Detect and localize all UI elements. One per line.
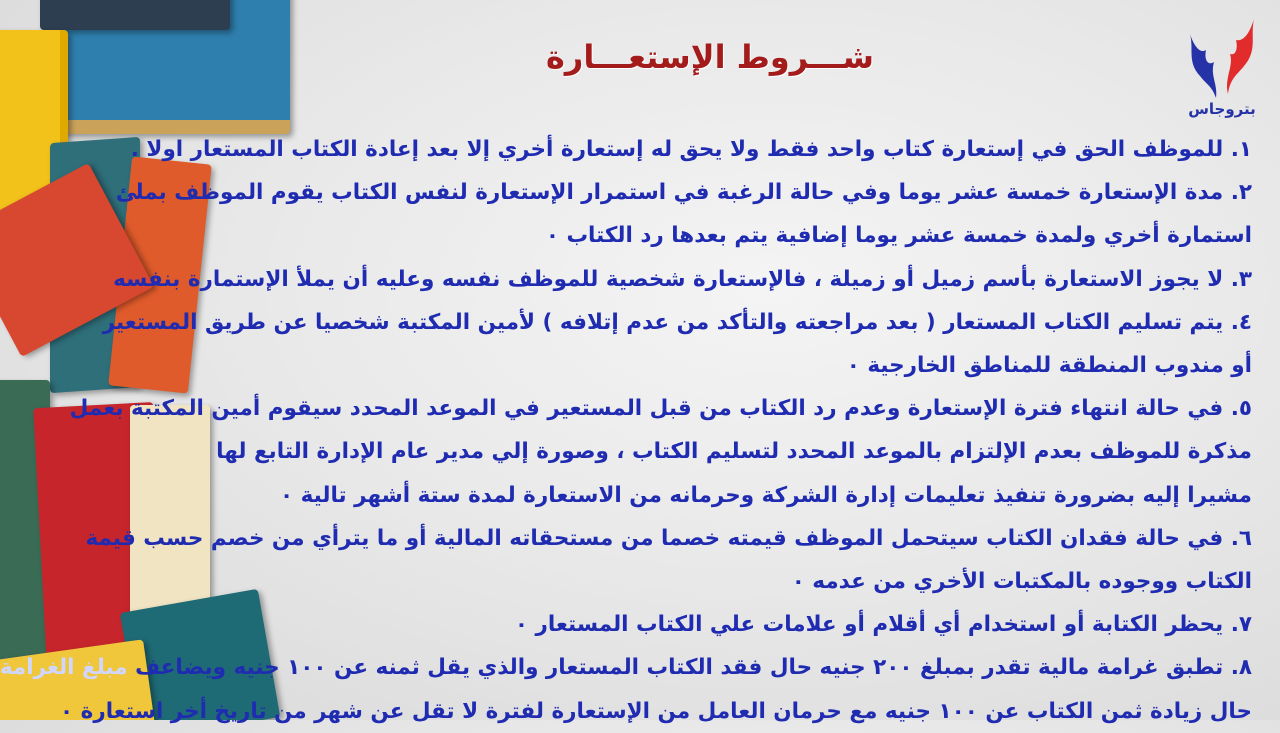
book-dark-top — [40, 0, 230, 30]
rule-line-8-text: ٨. تطبق غرامة مالية تقدر بمبلغ ٢٠٠ جنيه حال فقد الكتاب المستعار والذي يقل ثمنه عن ١٠٠ جنيه ويضاعف — [135, 655, 1252, 681]
rule-line-2: ٢. مدة الإستعارة خمسة عشر يوما وفي حالة الرغبة في استمرار الإستعارة لنفس الكتاب يقوم الموظف بملئ — [115, 180, 1252, 206]
rule-line-7: ٧. يحظر الكتابة أو استخدام أي أقلام أو علامات علي الكتاب المستعار ٠ — [514, 612, 1252, 638]
rule-line-2-cont: استمارة أخري ولمدة خمسة عشر يوما إضافية يتم بعدها رد الكتاب ٠ — [545, 223, 1252, 249]
rule-line-5-cont-a: مذكرة للموظف بعدم الإلتزام بالموعد المحدد لتسليم الكتاب ، وصورة إلي مدير عام الإدارة التابع لها — [216, 439, 1252, 465]
rule-line-3: ٣. لا يجوز الاستعارة بأسم زميل أو زميلة ، فالإستعارة شخصية للموظف نفسه وعليه أن يملأ الإستمارة بنفسه — [113, 266, 1252, 292]
rules-list — [0, 128, 1252, 733]
rule-line-8-cont: حال زيادة ثمن الكتاب عن ١٠٠ جنيه مع حرمان العامل من الإستعارة لفترة لا تقل عن شهر من تاريخ أخر استعارة ٠ — [60, 698, 1252, 724]
rule-line-5: ٥. في حالة انتهاء فترة الإستعارة وعدم رد الكتاب من قبل المستعير في الموعد المحدد سيقوم أمين المكتبة بعمل — [69, 396, 1252, 422]
company-logo — [1182, 14, 1262, 124]
rule-line-6-cont: الكتاب ووجوده بالمكتبات الأخري من عدمه ٠ — [791, 569, 1252, 595]
page-title: شـــروط الإستعـــارة — [546, 38, 874, 76]
flame-logo-icon — [1182, 14, 1262, 99]
logo-text: بتروجاس — [1188, 100, 1256, 118]
rule-line-1: ١. للموظف الحق في إستعارة كتاب واحد فقط ولا يحق له إستعارة أخري إلا بعد إعادة الكتاب المستعار اولا . — [130, 137, 1252, 162]
rule-line-4: ٤. يتم تسليم الكتاب المستعار ( بعد مراجعته والتأكد من عدم إتلافه ) لأمين المكتبة شخصيا عن طريق المستعير — [102, 309, 1252, 335]
rule-line-5-cont-b: مشيرا إليه بضرورة تنفيذ تعليمات إدارة الشركة وحرمانه من الاستعارة لمدة ستة أشهر تالية ٠ — [279, 482, 1252, 508]
rule-line-8-highlight: مبلغ الغرامة — [0, 655, 128, 681]
rule-line-8 — [0, 646, 1252, 689]
rule-line-6: ٦. في حالة فقدان الكتاب سيتحمل الموظف قيمته خصما من مستحقاته المالية أو ما يترأي من خصم حسب قيمة — [85, 525, 1252, 551]
rule-line-4-cont: أو مندوب المنطقة للمناطق الخارجية ٠ — [846, 353, 1252, 379]
